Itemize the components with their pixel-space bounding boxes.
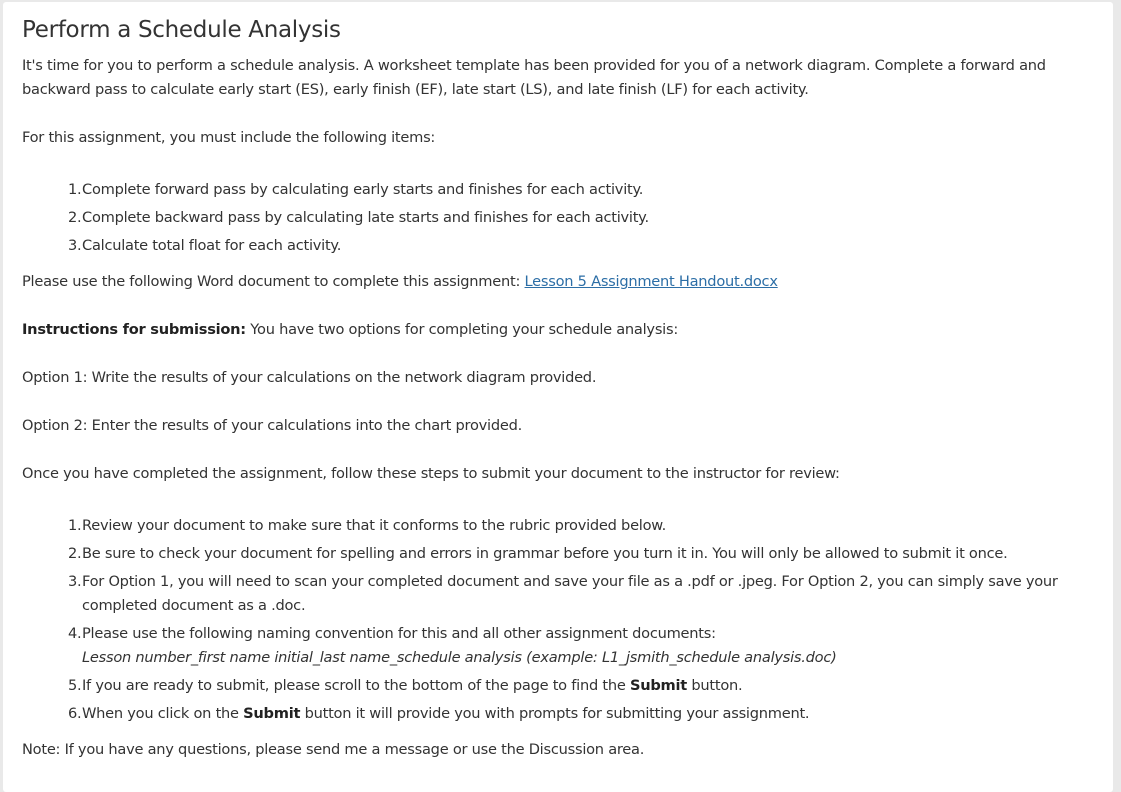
submission-paragraph xyxy=(22,318,1094,342)
page-title: Perform a Schedule Analysis xyxy=(22,17,341,43)
items-intro: For this assignment, you must include the following items: xyxy=(22,129,436,146)
list-item xyxy=(82,622,1094,670)
list-item: Calculate total float for each activity. xyxy=(82,237,342,254)
step-text: button it will provide you with prompts for submitting your assignment. xyxy=(304,705,810,722)
assignment-card xyxy=(3,2,1113,792)
list-item: Complete forward pass by calculating early starts and finishes for each activity. xyxy=(82,181,644,198)
step-text: button. xyxy=(691,677,743,694)
option-2: Option 2: Enter the results of your calculations into the chart provided. xyxy=(22,417,522,434)
list-item xyxy=(82,674,1094,698)
handout-link[interactable]: Lesson 5 Assignment Handout.docx xyxy=(524,273,778,290)
document-prefix: Please use the following Word document to complete this assignment: xyxy=(22,273,521,290)
document-paragraph xyxy=(22,270,1094,294)
step-text: If you are ready to submit, please scroll to the bottom of the page to find the xyxy=(82,677,626,694)
step-text: When you click on the xyxy=(82,705,239,722)
note-paragraph: Note: If you have any questions, please send me a message or use the Discussion area. xyxy=(22,741,645,758)
submission-label: Instructions for submission: xyxy=(22,321,246,338)
steps-intro: Once you have completed the assignment, follow these steps to submit your document to the instructor for review: xyxy=(22,465,840,482)
naming-convention-text: Please use the following naming convention for this and all other assignment documents: xyxy=(82,625,716,642)
list-item: Review your document to make sure that it conforms to the rubric provided below. xyxy=(82,517,667,534)
intro-paragraph: It's time for you to perform a schedule analysis. A worksheet template has been provided for you of a network diagram. Complete a forward and backward pass to calculate early start (ES), early finish (EF), late start (LS), and late finish (LF) for each activity. xyxy=(22,57,1046,98)
submission-text: You have two options for completing your schedule analysis: xyxy=(250,321,678,338)
list-item: Be sure to check your document for spelling and errors in grammar before you turn it in. You will only be allowed to submit it once. xyxy=(82,545,1008,562)
submission-steps-list xyxy=(22,514,1094,726)
submit-keyword: Submit xyxy=(243,705,301,722)
requirements-list xyxy=(22,178,1094,258)
naming-convention-example: Lesson number_first name initial_last name_schedule analysis (example: L1_jsmith_schedule analysis.doc) xyxy=(82,649,837,666)
option-1: Option 1: Write the results of your calculations on the network diagram provided. xyxy=(22,369,597,386)
list-item: For Option 1, you will need to scan your completed document and save your file as a .pdf or .jpeg. For Option 2, you can simply save your completed document as a .doc. xyxy=(82,573,1058,614)
list-item: Complete backward pass by calculating late starts and finishes for each activity. xyxy=(82,209,649,226)
list-item xyxy=(82,702,1094,726)
submit-keyword: Submit xyxy=(629,677,687,694)
